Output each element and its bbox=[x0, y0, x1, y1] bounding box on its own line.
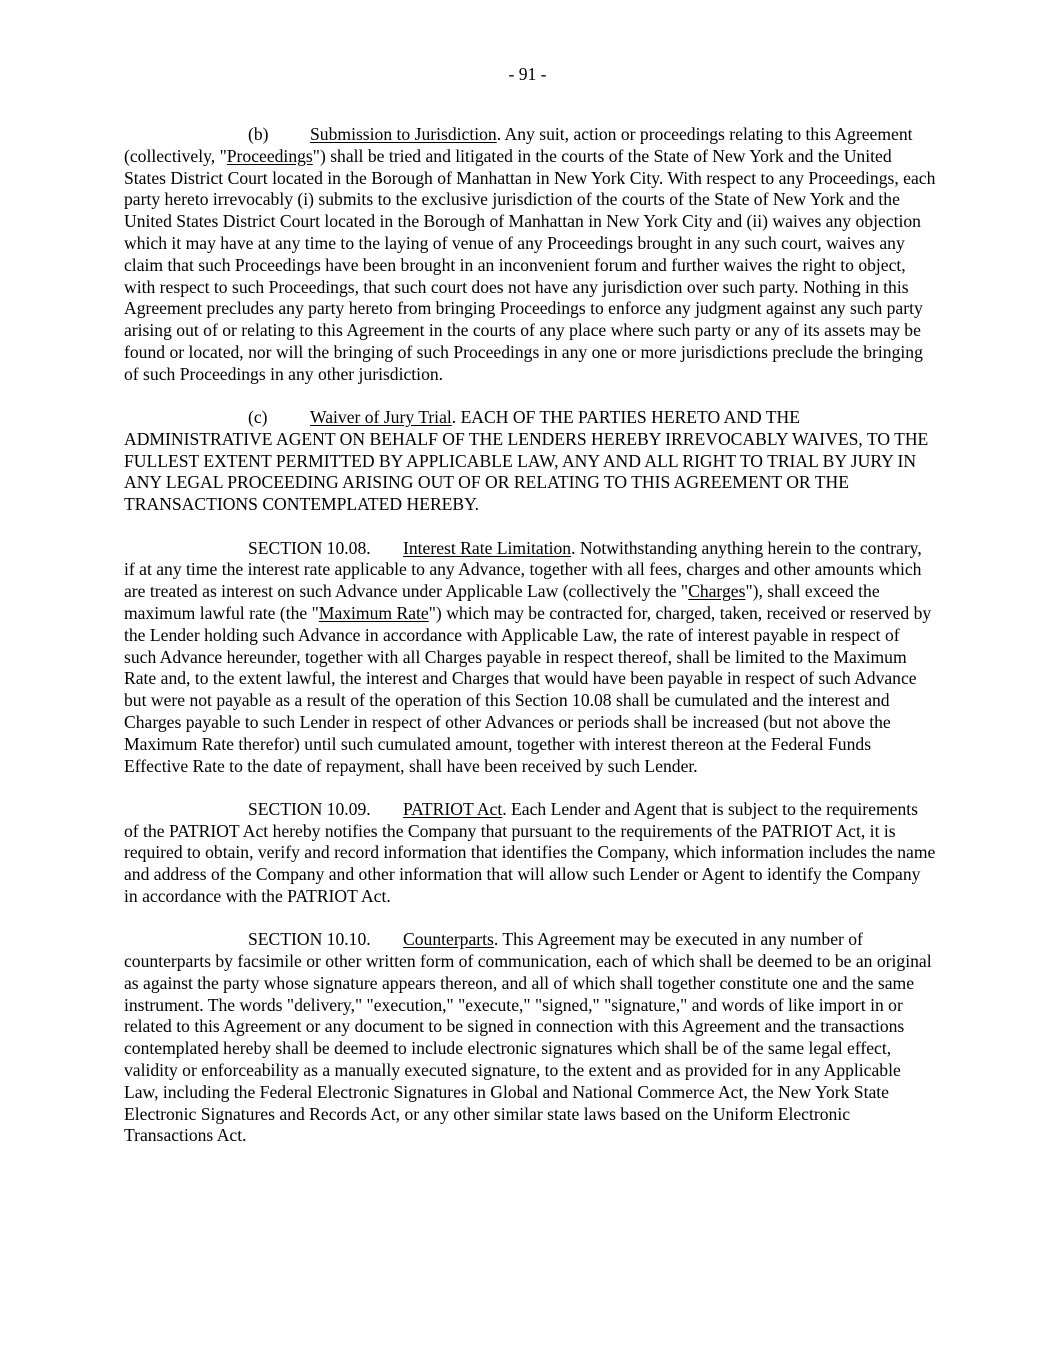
paragraph-marker: (c) bbox=[248, 407, 268, 428]
document-body bbox=[124, 124, 936, 1169]
section-text: "), shall exceed the maximum lawful rate (the " bbox=[124, 581, 880, 623]
section-10-09-patriot-act bbox=[124, 799, 936, 908]
paragraph-indent bbox=[124, 538, 403, 560]
paragraph-indent bbox=[124, 929, 403, 951]
paragraph-text: . EACH OF THE PARTIES HERETO AND THE ADMINISTRATIVE AGENT ON BEHALF OF THE LENDERS HEREBY IRREVOCABLY WAIVES, TO THE FULLEST EXTENT PERMITTED BY APPLICABLE LAW, ANY AND ALL RIGHT TO TRIAL BY JURY IN ANY LEGAL PROCEEDING ARISING OUT OF OR RELATING TO THIS AGREEMENT OR THE TRANSACTIONS CONTEMPLATED HEREBY. bbox=[124, 407, 929, 515]
section-number: SECTION 10.10. bbox=[248, 929, 371, 950]
defined-term: Maximum Rate bbox=[318, 602, 429, 623]
section-number: SECTION 10.09. bbox=[248, 798, 371, 819]
paragraph-text: ") shall be tried and litigated in the courts of the State of New York and the United States District Court located in the Borough of Manhattan in New York City. With respect to any Proceedings, each party hereto irrevocably (i) submits to the exclusive jurisdiction of the courts of the State of New York and the United States District Court located in the Borough of Manhattan in New York City and (ii) waives any objection which it may have at any time to the laying of venue of any Proceedings brought in any such court, waives any claim that such Proceedings have been brought in an inconvenient forum and further waives the right to object, with respect to such Proceedings, that such court does not have any jurisdiction over such party. Nothing in this Agreement precludes any party hereto from bringing Proceedings to enforce any judgment against any such party arising out of or relating to this Agreement in the courts of any place where such party or any of its assets may be found or located, nor will the bringing of such Proceedings in any one or more jurisdictions preclude the bringing of such Proceedings in any other jurisdiction. bbox=[124, 145, 936, 384]
section-text: . Each Lender and Agent that is subject to the requirements of the PATRIOT Act hereby notifies the Company that pursuant to the requirements of the PATRIOT Act, it is required to obtain, verify and record information that identifies the Company, which information includes the name and address of the Company and other information that will allow such Lender or Agent to identify the Company in accordance with the PATRIOT Act. bbox=[124, 798, 936, 906]
defined-term: Proceedings bbox=[226, 145, 313, 166]
paragraph-heading: Submission to Jurisdiction bbox=[310, 124, 497, 144]
section-text: ") which may be contracted for, charged, taken, received or reserved by the Lender holding such Advance in accordance with Applicable Law, the rate of interest payable in respect of such Advance hereunder, together with all Charges payable in respect thereof, shall be limited to the Maximum Rate and, to the extent lawful, the interest and Charges that would have been payable in respect of such Advance but were not payable as a result of the operation of this Section 10.08 shall be cumulated and the interest and Charges payable to such Lender in respect of other Advances or periods shall be increased (but not above the Maximum Rate therefor) until such cumulated amount, together with interest thereon at the Federal Funds Effective Rate to the date of repayment, shall have been received by such Lender. bbox=[124, 602, 932, 776]
paragraph-marker: (b) bbox=[248, 124, 269, 144]
section-text: . Notwithstanding anything herein to the contrary, if at any time the interest rate applicable to any Advance, together with all fees, charges and other amounts which are treated as interest on such Advance under Applicable Law (collectively the " bbox=[124, 537, 922, 602]
section-heading: PATRIOT Act bbox=[403, 798, 503, 819]
section-number: SECTION 10.08. bbox=[248, 537, 371, 558]
paragraph-b-submission-to-jurisdiction bbox=[124, 124, 936, 386]
section-heading: Interest Rate Limitation bbox=[403, 537, 572, 558]
paragraph-text: . Any suit, action or proceedings relating to this Agreement (collectively, " bbox=[124, 124, 913, 166]
paragraph-indent bbox=[124, 124, 310, 146]
section-10-08-interest-rate-limitation bbox=[124, 538, 936, 778]
paragraph-indent bbox=[124, 407, 310, 429]
defined-term: Charges bbox=[688, 581, 746, 602]
paragraph-heading: Waiver of Jury Trial bbox=[310, 407, 452, 428]
section-heading: Counterparts bbox=[403, 929, 494, 950]
section-text: . This Agreement may be executed in any number of counterparts by facsimile or other written form of communication, each of which shall be deemed to be an original as against the party whose signature appears thereon, and all of which shall together constitute one and the same instrument. The words "delivery," "execution," "execute," "signed," "signature," and words of like import in or related to this Agreement or any document to be signed in connection with this Agreement and the transactions contemplated hereby shall be deemed to include electronic signatures which shall be of the same legal effect, validity or enforceability as a manually executed signature, to the extent and as provided for in any Applicable Law, including the Federal Electronic Signatures in Global and National Commerce Act, the New York State Electronic Signatures and Records Act, or any other similar state laws based on the Uniform Electronic Transactions Act. bbox=[124, 929, 932, 1146]
section-10-10-counterparts bbox=[124, 929, 936, 1147]
paragraph-c-waiver-of-jury-trial bbox=[124, 407, 936, 516]
paragraph-indent bbox=[124, 799, 403, 821]
page-number: - 91 - bbox=[508, 64, 547, 84]
